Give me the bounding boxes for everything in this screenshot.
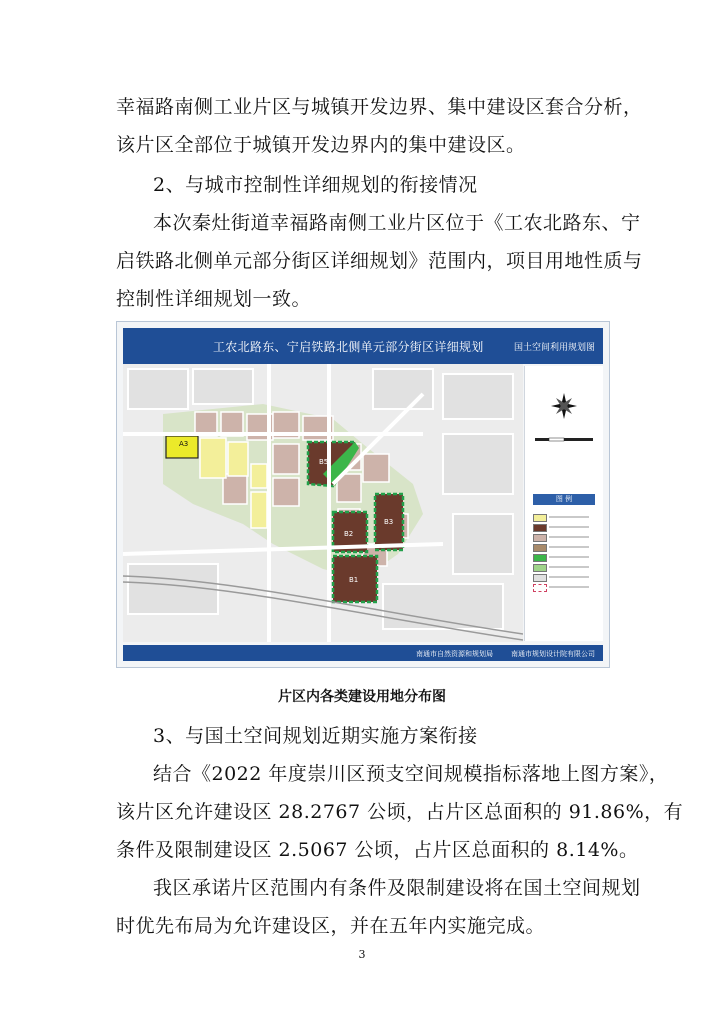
text-line: 该片区全部位于城镇开发边界内的集中建设区。 bbox=[116, 134, 526, 156]
legend-swatch bbox=[533, 584, 547, 592]
text-line: 我区承诺片区范围内有条件及限制建设将在国土空间规划 bbox=[153, 877, 641, 899]
legend-swatch bbox=[533, 544, 547, 552]
text-line: 控制性详细规划一致。 bbox=[116, 288, 312, 310]
legend-swatch bbox=[533, 534, 547, 542]
land-use-map bbox=[116, 321, 610, 668]
legend-swatch bbox=[533, 564, 547, 572]
footer-right-credit: 南通市规划设计院有限公司 bbox=[511, 650, 595, 658]
text-line: 结合《2022 年度崇川区预支空间规模指标落地上图方案》， bbox=[153, 763, 669, 785]
section-heading: 3、与国土空间规划近期实施方案衔接 bbox=[153, 725, 478, 747]
intro-paragraph bbox=[116, 88, 643, 164]
text-line: 本次秦灶街道幸福路南侧工业片区位于《工农北路东、宁 bbox=[153, 212, 641, 234]
legend-text bbox=[549, 546, 589, 548]
legend-text bbox=[549, 586, 589, 588]
map-title: 工农北路东、宁启铁路北侧单元部分街区详细规划 bbox=[213, 340, 484, 354]
legend-swatch bbox=[533, 574, 547, 582]
legend-text bbox=[549, 526, 589, 528]
legend-text bbox=[549, 556, 589, 558]
map-legend bbox=[524, 366, 603, 641]
parcel-label-b3: B3 bbox=[384, 518, 394, 526]
legend-swatch bbox=[533, 554, 547, 562]
map-footer bbox=[123, 645, 603, 661]
legend-text bbox=[549, 566, 589, 568]
text-line: 启铁路北侧单元部分街区详细规划》范围内，项目用地性质与 bbox=[116, 250, 643, 272]
legend-swatch bbox=[533, 524, 547, 532]
text-line: 幸福路南侧工业片区与城镇开发边界、集中建设区套合分析， bbox=[116, 96, 643, 118]
section-3 bbox=[116, 717, 684, 945]
text-line: 该片区允许建设区 28.2767 公顷，占片区总面积的 91.86%，有 bbox=[116, 801, 684, 823]
page-number: 3 bbox=[358, 948, 366, 961]
map-drawing bbox=[123, 364, 523, 642]
section-2 bbox=[116, 166, 643, 318]
section-heading: 2、与城市控制性详细规划的衔接情况 bbox=[153, 174, 478, 196]
compass-icon bbox=[525, 366, 603, 486]
legend-title: 图 例 bbox=[533, 494, 595, 505]
parcel-label-b2: B2 bbox=[344, 530, 354, 538]
text-line: 条件及限制建设区 2.5067 公顷，占片区总面积的 8.14%。 bbox=[116, 839, 639, 861]
legend-text bbox=[549, 576, 589, 578]
text-line: 时优先布局为允许建设区，并在五年内实施完成。 bbox=[116, 915, 546, 937]
map-header bbox=[123, 328, 603, 364]
legend-text bbox=[549, 516, 589, 518]
map-subtitle: 国土空间利用规划图 bbox=[513, 343, 595, 353]
legend-text bbox=[549, 536, 589, 538]
parcel-label-a3: A3 bbox=[179, 440, 189, 448]
parcel-label-b5: B5 bbox=[319, 458, 329, 466]
figure-caption: 片区内各类建设用地分布图 bbox=[278, 689, 446, 705]
parcel-label-b1: B1 bbox=[349, 576, 359, 584]
legend-swatch bbox=[533, 514, 547, 522]
footer-left-credit: 南通市自然资源和规划局 bbox=[416, 650, 493, 658]
